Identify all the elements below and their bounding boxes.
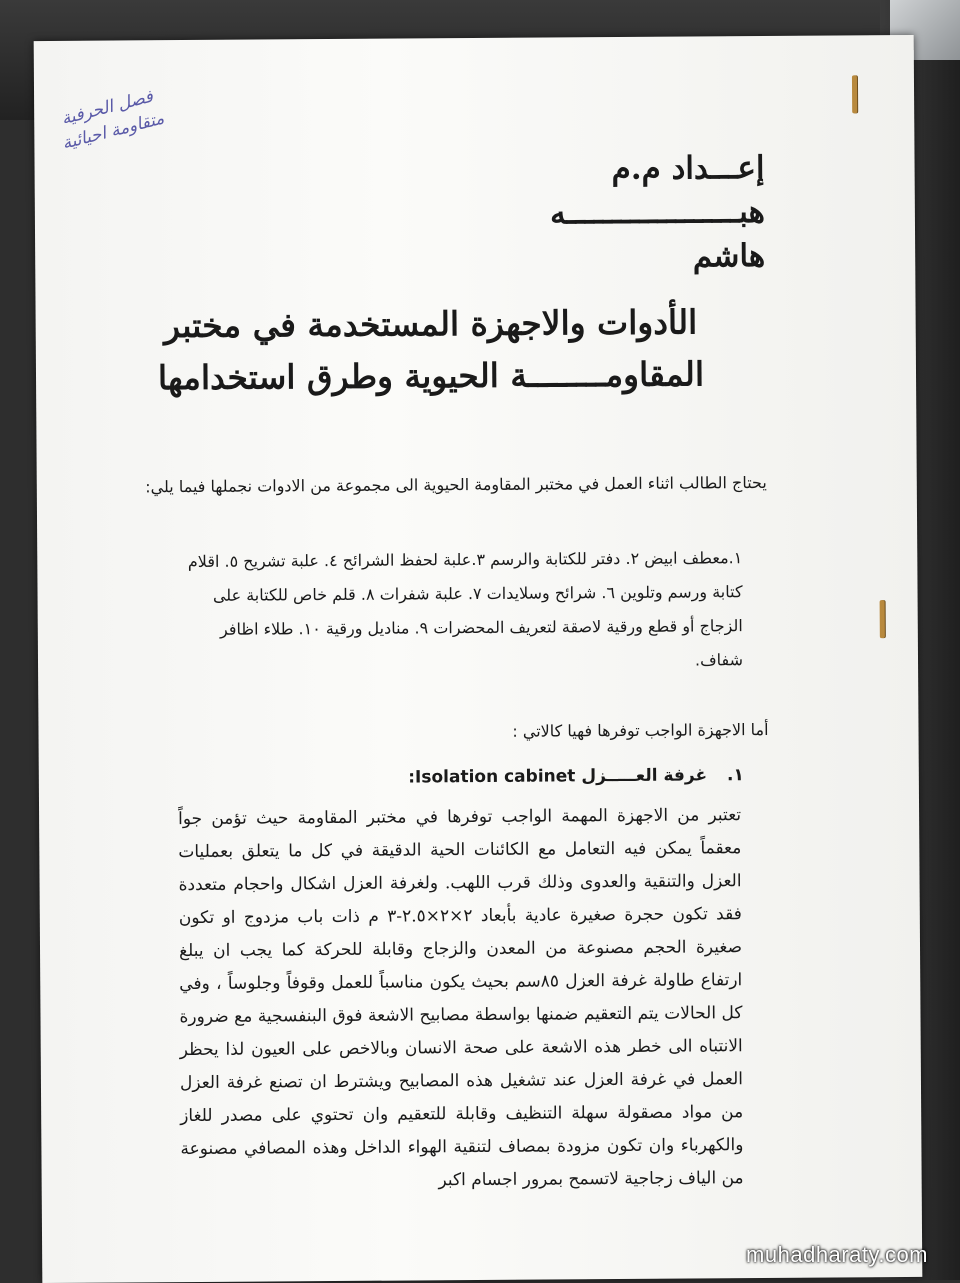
list-item: ٢. دفتر للكتابة والرسم bbox=[490, 548, 640, 569]
list-item: ٣.علبة لحفظ الشرائح bbox=[342, 549, 486, 570]
tools-list bbox=[172, 541, 743, 681]
section-title-en: Isolation cabinet: bbox=[408, 766, 576, 788]
list-item: ١.معطف ابيض bbox=[644, 548, 743, 568]
author-line: هبـــــــــــــــــــه bbox=[549, 193, 766, 232]
author-line: إعـــداد م.م bbox=[611, 149, 765, 188]
section-heading bbox=[184, 761, 744, 793]
list-item: ٩. مناديل ورقية bbox=[325, 618, 429, 639]
author-line: هاشم bbox=[692, 237, 766, 275]
list-item: ٧. علبة شفرات bbox=[379, 583, 482, 604]
list-item: ٨. قلم خاص للكتابة على الزجاج أو قطع ورقية لاصقة لتعريف المحضرات bbox=[212, 584, 743, 638]
list-item: ٤. علبة تشريح bbox=[243, 550, 338, 571]
watermark: muhadharaty.com bbox=[746, 1242, 928, 1267]
document-page bbox=[34, 35, 923, 1283]
list-item: ١٠. طلاء اظافر شفاف. bbox=[219, 619, 744, 670]
author-block bbox=[204, 146, 765, 282]
staple-top bbox=[852, 75, 857, 113]
document-title: الأدوات والاجهزة المستخدمة في مختبر المقاومــــــــة الحيوية وطرق استخدامها bbox=[157, 302, 705, 398]
section-paragraph: تعتبر من الاجهزة المهمة الواجب توفرها في مختبر المقاومة حيث تؤمن جواً معقماً يمكن فيه التعامل مع الكائنات الحية الدقيقة في كل ما يتعلق بعمليات العزل والتنقية والعدوى وذلك قرب اللهب. ولغرفة العزل اشكال واحجام متعددة فقد تكون حجرة صغيرة عادية بأبعاد ٢×٢×٢.٥-٣ م ذات باب مزدوج او تكون صغيرة الحجم مصنوعة من المعدن والزجاج وقابلة للحركة كما يجب ان يبلغ ارتفاع طاولة غرفة العزل ٨٥سم بحيث يكون مناسباً للعمل وقوفاً وجلوساً ، وفي كل الحالات يتم التعقيم ضمنها بواسطة مصابيح الاشعة فوق البنفسجية مع ضرورة الانتباه الى خطر هذه الاشعة على صحة الانسان وبالاخص على العيون لذا يحظر العمل في غرفة العزل عند تشغيل هذه المصابيح ويشترط ان تصنع غرفة العزل من مواد مصقولة سهلة التنظيف وقابلة للتعقيم وان تحتوي على مصدر للغاز والكهرباء وان تكون مزودة بمصاف لتنقية الهواء الداخل وهذه المصافي مصنوعة من الياف زجاجية لاتسمح بمرور اجسام اكبر bbox=[178, 805, 744, 1191]
devices-intro: أما الاجهزة الواجب توفرها فهيا كالاتي : bbox=[512, 719, 769, 741]
staple-middle bbox=[880, 600, 885, 638]
intro-text: يحتاج الطالب اثناء العمل في مختبر المقاومة الحيوية الى مجموعة من الادوات نجملها فيما يلي: bbox=[145, 472, 767, 497]
section-number: ١. bbox=[726, 765, 744, 786]
section-title-ar: غرفة العـــــزل bbox=[581, 765, 708, 787]
handwritten-note: فصل الحرفية متقاومة احيائية bbox=[59, 86, 167, 154]
list-item: ٦. شرائح وسلايدات bbox=[486, 583, 616, 603]
list-item: ٥. اقلام كتابة ورسم وتلوين bbox=[187, 551, 743, 603]
